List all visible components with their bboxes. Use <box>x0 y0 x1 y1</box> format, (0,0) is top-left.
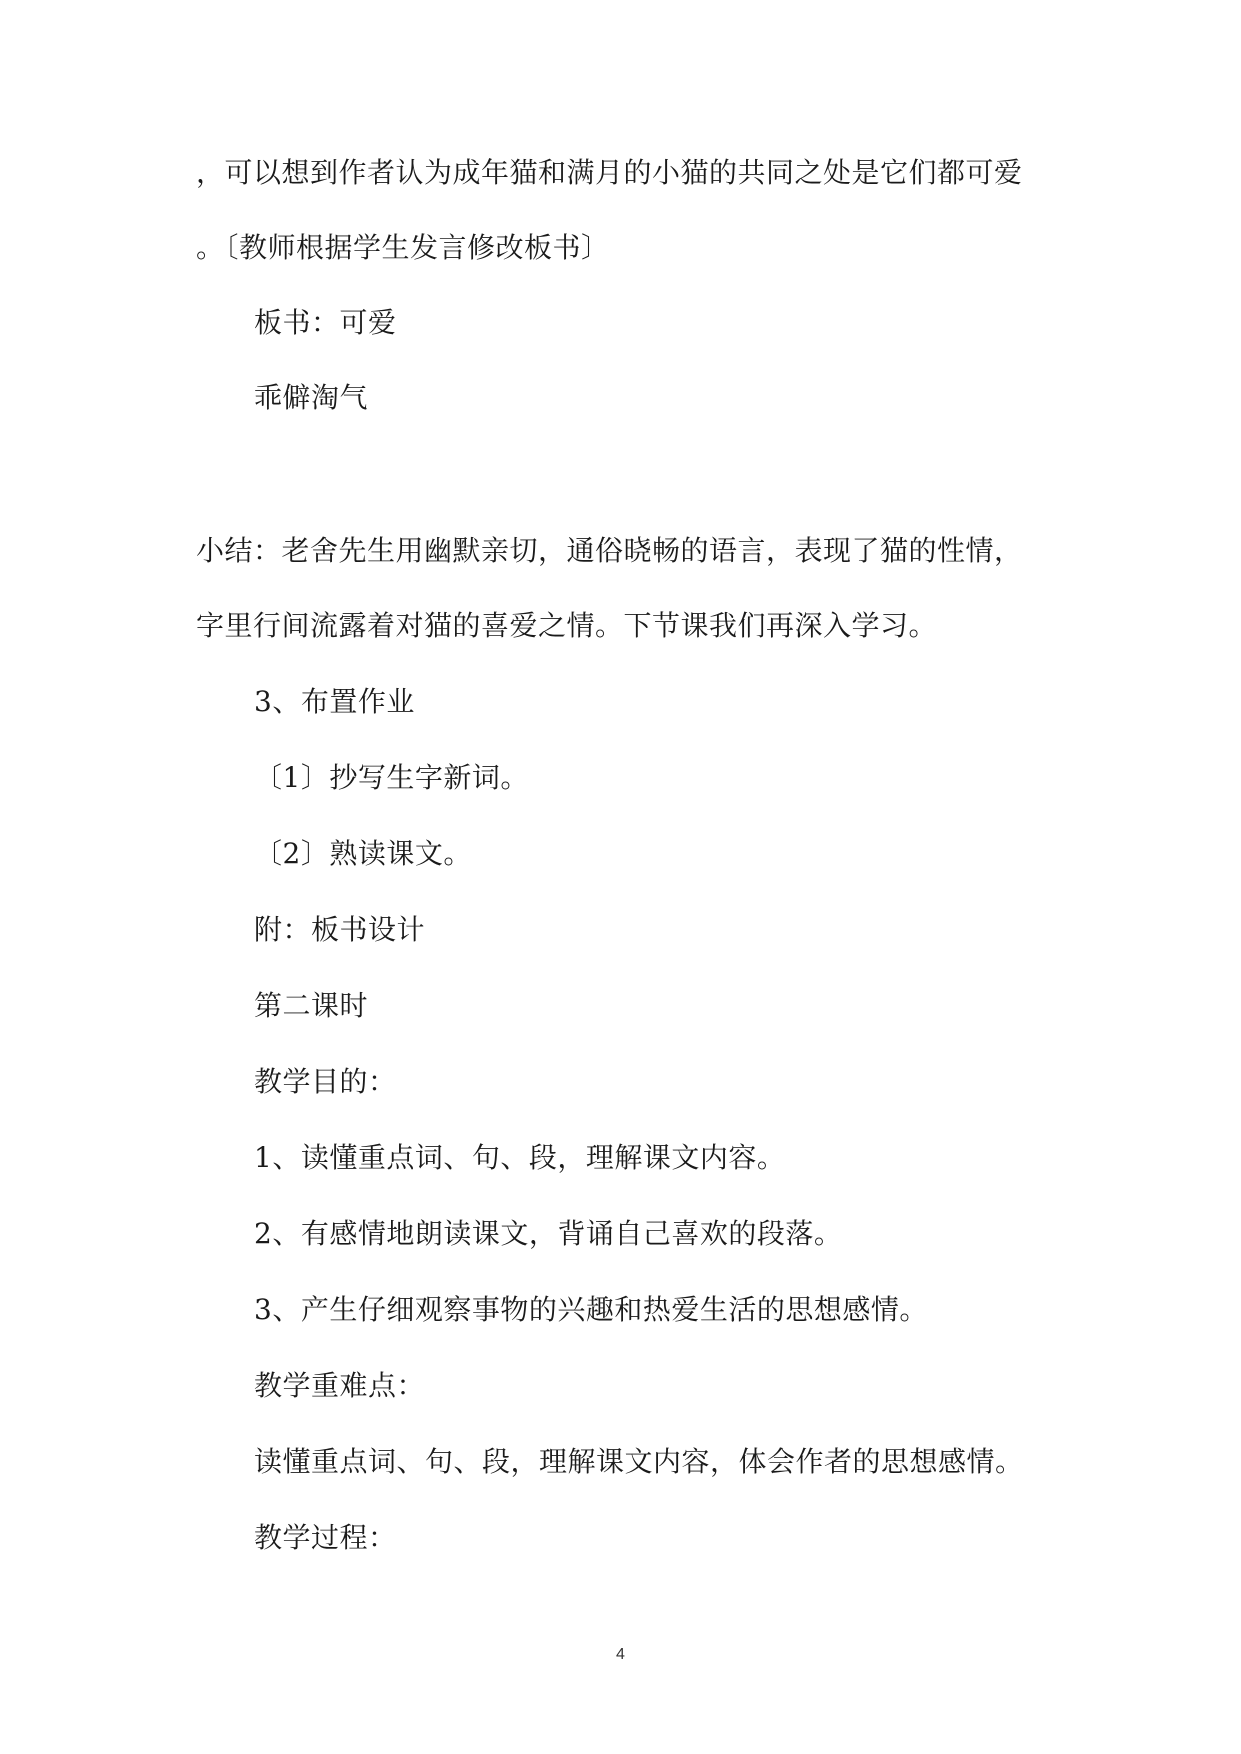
paragraph-line: 乖僻淘气 <box>254 381 369 414</box>
section-heading: 第二课时 <box>254 989 369 1022</box>
paragraph-line: ，可以想到作者认为成年猫和满月的小猫的共同之处是它们都可爱 <box>196 156 1023 189</box>
paragraph-line: 字里行间流露着对猫的喜爱之情。下节课我们再深入学习。 <box>196 609 938 642</box>
list-item: 〔2〕熟读课文。 <box>254 837 472 870</box>
paragraph-line: 读懂重点词、句、段，理解课文内容，体会作者的思想感情。 <box>254 1445 1024 1478</box>
section-heading: 教学过程： <box>254 1521 397 1554</box>
paragraph-line: 小结：老舍先生用幽默亲切，通俗晓畅的语言，表现了猫的性情， <box>196 534 1023 567</box>
list-item: 2、有感情地朗读课文，背诵自己喜欢的段落。 <box>254 1217 843 1250</box>
list-item: 3、产生仔细观察事物的兴趣和热爱生活的思想感情。 <box>254 1293 928 1326</box>
page-number: 4 <box>616 1646 625 1663</box>
paragraph-line: 。〔教师根据学生发言修改板书〕 <box>196 231 610 264</box>
section-heading: 教学目的： <box>254 1065 397 1098</box>
list-item: 1、读懂重点词、句、段，理解课文内容。 <box>254 1141 786 1174</box>
section-heading: 3、布置作业 <box>254 685 415 718</box>
paragraph-line: 附：板书设计 <box>254 913 426 946</box>
paragraph-line: 板书：可爱 <box>254 306 397 339</box>
section-heading: 教学重难点： <box>254 1369 426 1402</box>
list-item: 〔1〕抄写生字新词。 <box>254 761 529 794</box>
